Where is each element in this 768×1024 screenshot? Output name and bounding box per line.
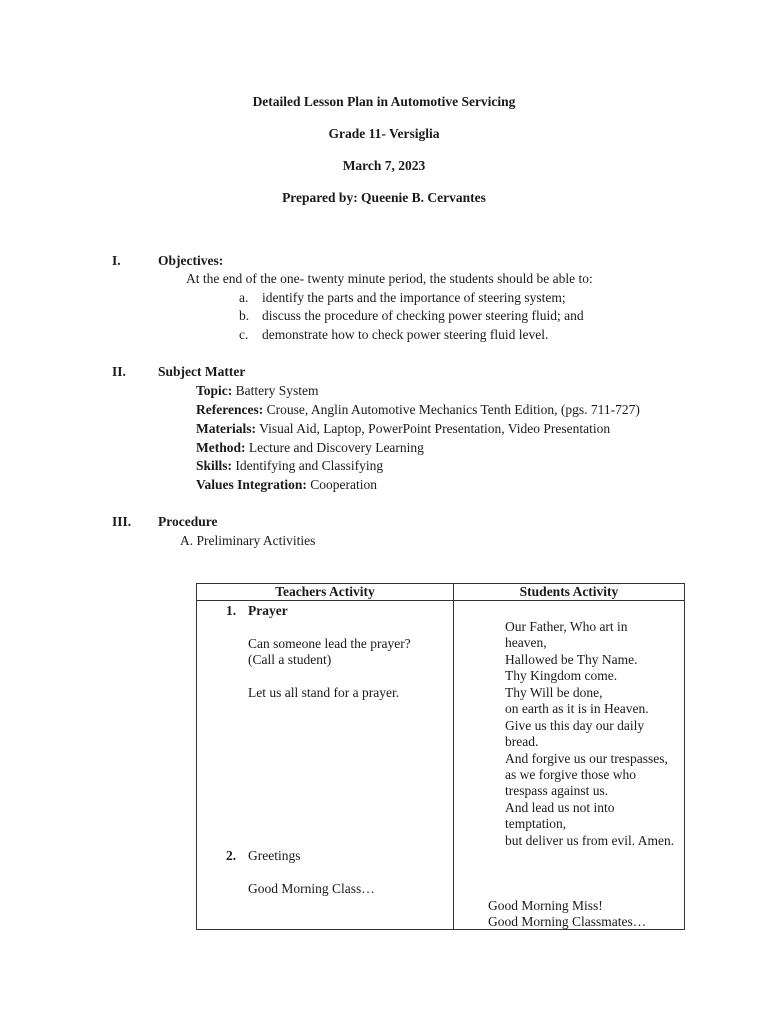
subject-field-skills: [196, 458, 383, 474]
field-value: Lecture and Discovery Learning: [248, 440, 424, 455]
field-label: References:: [196, 402, 264, 417]
objectives-numeral: I.: [112, 253, 121, 268]
subject-matter-numeral: II.: [112, 364, 126, 379]
prepared-by: Prepared by: Queenie B. Cervantes: [282, 190, 486, 205]
field-value: Cooperation: [310, 477, 378, 492]
grade-section: Grade 11- Versiglia: [328, 126, 440, 141]
activity-table: [196, 583, 685, 930]
subject-field-materials: [196, 421, 610, 437]
greetings-title: Greetings: [248, 848, 301, 863]
subject-field-topic: [196, 383, 319, 399]
student-greeting: Good Morning Miss!: [488, 898, 603, 913]
prayer-line: Our Father, Who art in: [505, 619, 628, 634]
field-value: Battery System: [235, 383, 319, 398]
subject-matter-heading: Subject Matter: [158, 364, 246, 379]
objective-letter: b.: [239, 308, 250, 323]
lesson-date: March 7, 2023: [342, 158, 426, 173]
procedure-subheading: A. Preliminary Activities: [180, 533, 316, 548]
subject-field-values: [196, 477, 377, 493]
subject-field-references: [196, 402, 640, 418]
teachers-activity-cell: [197, 601, 454, 930]
prayer-line: And lead us not into: [505, 800, 615, 815]
prayer-line: Hallowed be Thy Name.: [505, 652, 638, 667]
field-label: Materials:: [196, 421, 256, 436]
student-greeting: Good Morning Classmates…: [488, 914, 647, 929]
objective-item: discuss the procedure of checking power steering fluid; and: [262, 308, 584, 323]
table-header-teachers: Teachers Activity: [197, 584, 454, 601]
field-value: Crouse, Anglin Automotive Mechanics Tenth Edition, (pgs. 711-727): [266, 402, 640, 417]
teacher-line: Let us all stand for a prayer.: [248, 685, 400, 700]
procedure-numeral: III.: [112, 514, 132, 529]
table-header-students: Students Activity: [454, 584, 685, 601]
field-label: Topic:: [196, 383, 233, 398]
prayer-line: Thy Will be done,: [505, 685, 603, 700]
greetings-number: 2.: [226, 848, 237, 863]
teacher-line: Can someone lead the prayer?: [248, 636, 411, 651]
objective-item: identify the parts and the importance of steering system;: [262, 290, 566, 305]
prayer-title: Prayer: [248, 603, 288, 618]
field-label: Values Integration:: [196, 477, 307, 492]
prayer-line: on earth as it is in Heaven.: [505, 701, 649, 716]
teacher-line: (Call a student): [248, 652, 332, 667]
objective-letter: c.: [239, 327, 249, 342]
prayer-number: 1.: [226, 603, 237, 618]
prayer-line: as we forgive those who: [505, 767, 636, 782]
prayer-line: heaven,: [505, 635, 547, 650]
students-activity-cell: [454, 601, 685, 930]
objectives-heading: Objectives:: [158, 253, 224, 268]
field-label: Skills:: [196, 458, 233, 473]
field-value: Visual Aid, Laptop, PowerPoint Presentation, Video Presentation: [259, 421, 611, 436]
objective-item: demonstrate how to check power steering fluid level.: [262, 327, 549, 342]
prayer-line: Thy Kingdom come.: [505, 668, 618, 683]
prayer-line: temptation,: [505, 816, 567, 831]
objectives-intro: At the end of the one- twenty minute period, the students should be able to:: [186, 271, 593, 286]
prayer-line: trespass against us.: [505, 783, 609, 798]
prayer-line: Give us this day our daily: [505, 718, 645, 733]
field-label: Method:: [196, 440, 246, 455]
prayer-line: And forgive us our trespasses,: [505, 751, 668, 766]
field-value: Identifying and Classifying: [235, 458, 384, 473]
prayer-line: bread.: [505, 734, 539, 749]
prayer-line: but deliver us from evil. Amen.: [505, 833, 675, 848]
document-title: Detailed Lesson Plan in Automotive Servicing: [252, 94, 516, 109]
procedure-heading: Procedure: [158, 514, 218, 529]
subject-field-method: [196, 440, 424, 456]
teacher-greeting: Good Morning Class…: [248, 881, 375, 896]
objective-letter: a.: [239, 290, 249, 305]
